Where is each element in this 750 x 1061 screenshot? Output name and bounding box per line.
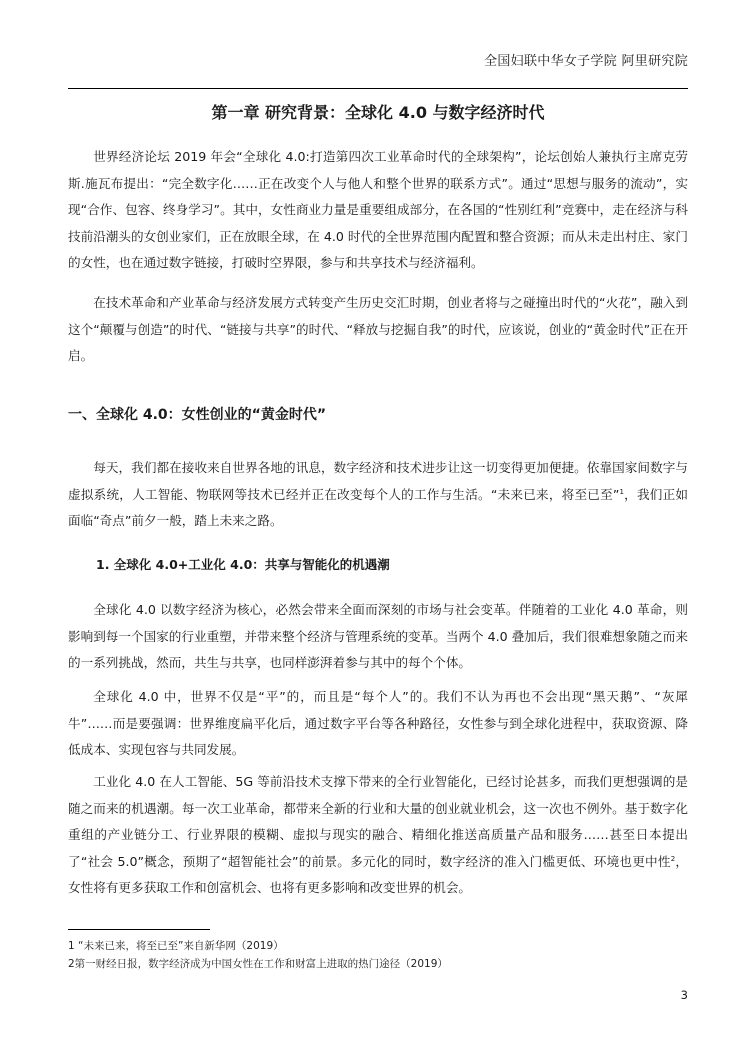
subsection-paragraph-1: 全球化 4.0 以数字经济为核心，必然会带来全面而深刻的市场与社会变革。伴随着的工业化 4.0 革命，则影响到每一个国家的行业重塑，并带来整个经济与管理系统的变革。当两个 4.0 叠加后，我们很难想象随之而来的一系列挑战，然而，共生与共享，也同样澎湃着参与其中的每个个体。	[68, 602, 688, 670]
intro-paragraph-2: 在技术革命和产业革命与经济发展方式转变产生历史交汇时期，创业者将与之碰撞出时代的“火花”，融入到这个“颠覆与创造”的时代、“链接与共享”的时代、“释放与挖掘自我”的时代，应该说，创业的“黄金时代”正在开启。	[68, 295, 688, 363]
footnote-rule	[68, 929, 210, 930]
subsection-paragraph-3-text: 工业化 4.0 在人工智能、5G 等前沿技术支撑下带来的全行业智能化，已经讨论甚多，而我们更想强调的是随之而来的机遇潮。每一次工业革命，都带来全新的行业和大量的创业就业机会，这一次也不例外。基于数字化重组的产业链分工、行业界限的模糊、虚拟与现实的融合、精细化推送高质量产品和服务……甚至日本提出了“社会 5.0”概念，预期了“超智能社会”的前景。多元化的同时，数字经济的准入门槛更低、环境也更中性	[68, 774, 688, 869]
chapter-title: 第一章 研究背景：全球化 4.0 与数字经济时代	[211, 103, 545, 122]
section-paragraph-1-text: 每天，我们都在接收来自世界各地的讯息，数字经济和技术进步让这一切变得更加便捷。依靠国家间数字与虚拟系统，人工智能、物联网等技术已经并正在改变每个人的工作与生活。“未来已来，将至已至”	[68, 460, 688, 502]
footnote-1: 1 “未来已来，将至已至”来自新华网（2019）	[68, 940, 284, 952]
section-title: 一、全球化 4.0：女性创业的“黄金时代”	[68, 407, 327, 423]
page-number: 3	[680, 988, 688, 1002]
subsection-paragraph-3-tail: ，女性将有更多获取工作和创富机会、也将有更多影响和改变世界的机会。	[68, 853, 688, 895]
subsection-paragraph-2: 全球化 4.0 中，世界不仅是“平”的，而且是“每个人”的。我们不认为再也不会出现“黑天鹅”、“灰犀牛”……而是要强调：世界维度扁平化后，通过数字平台等各种路径，女性参与到全球化进程中，获取资源、降低成本、实现包容与共同发展。	[68, 689, 688, 757]
section-paragraph-1-tail: ，我们正如面临“奇点”前夕一般，踏上未来之路。	[68, 486, 688, 528]
subsection-title: 1. 全球化 4.0+工业化 4.0：共享与智能化的机遇潮	[96, 557, 390, 572]
footnote-ref-1: 1	[619, 487, 624, 496]
intro-paragraph-1: 世界经济论坛 2019 年会“全球化 4.0:打造第四次工业革命时代的全球架构”，论坛创始人兼执行主席克劳斯.施瓦布提出：“完全数字化……正在改变个人与他人和整个世界的联系方式”。通过“思想与服务的流动”，实现“合作、包容、终身学习”。其中，女性商业力量是重要组成部分，在各国的“性别红利”竞赛中，走在经济与科技前沿潮头的女创业家们，正在放眼全球，在 4.0 时代的全世界范围内配置和整合资源；而从未走出村庄、家门的女性，也在通过数字链接，打破时空界限，参与和共享技术与经济福利。	[68, 149, 688, 270]
page-header: 全国妇联中华女子学院 阿里研究院	[484, 54, 688, 69]
section-paragraph-1	[68, 455, 688, 535]
subsection-paragraph-3	[68, 769, 688, 902]
footnote-ref-2: 2	[670, 854, 676, 863]
footnote-2: 2第一财经日报，数字经济成为中国女性在工作和财富上进取的热门途径（2019）	[68, 958, 448, 970]
header-rule	[68, 88, 688, 89]
